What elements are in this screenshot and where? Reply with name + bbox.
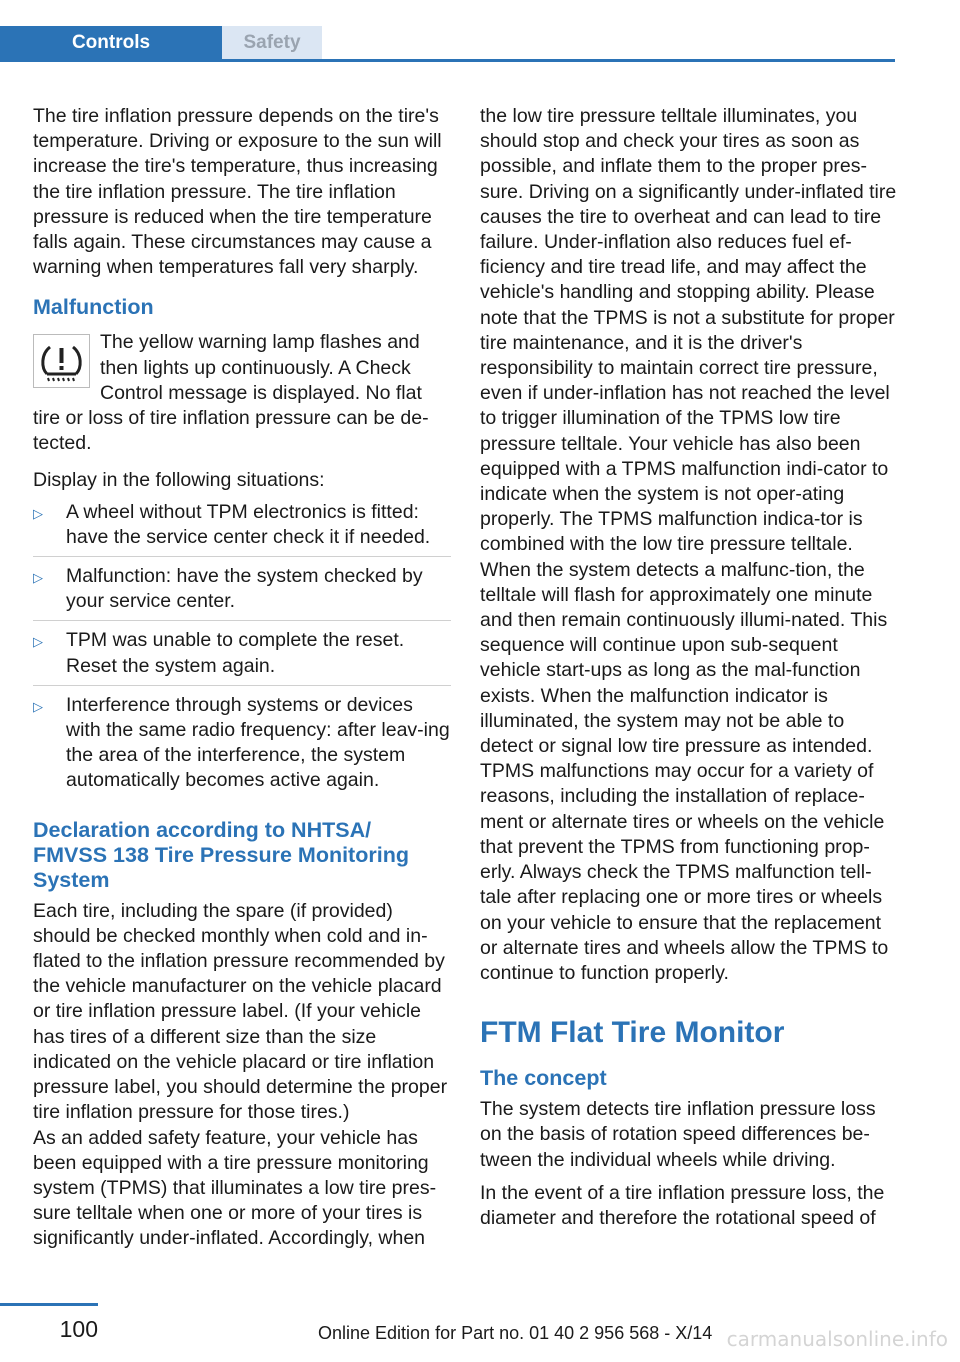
triangle-bullet-icon: ▷ xyxy=(33,698,43,714)
list-item-text: A wheel without TPM electronics is fitted: have the service center check it if needed. xyxy=(66,500,431,548)
right-column xyxy=(480,104,898,1231)
watermark: carmanualsonline.info xyxy=(726,1327,948,1351)
list-item xyxy=(33,628,451,685)
malfunction-heading: Malfunction xyxy=(33,295,154,320)
edition-footer: Online Edition for Part no. 01 40 2 956 568 - X/14 xyxy=(318,1323,713,1343)
page-number: 100 xyxy=(59,1316,98,1342)
list-item-text: TPM was unable to complete the reset. Reset the system again. xyxy=(66,629,405,677)
declaration-heading: Declaration according to NHTSA/ FMVSS 138 Tire Pressure Monitoring System xyxy=(33,817,409,892)
malfunction-text: The yellow warning lamp flashes and then lights up continuously. A Check Control message is displayed. No flat tire or loss of tire inflation pressure can be de‐tected. xyxy=(33,331,429,455)
list-item xyxy=(33,564,451,621)
intro-paragraph: The tire inflation pressure depends on the tire's temperature. Driving or exposure to the sun will increase the tire's temperature, thus increasing the tire inflation pressure. The tire inflation pressure is reduced when the tire temperature falls again. These circumstances may cause a warning when temperatures fall very sharply. xyxy=(33,105,442,279)
malfunction-block xyxy=(33,330,451,456)
declaration-paragraph-1: Each tire, including the spare (if provided) should be checked monthly when cold and in‐flated to the inflation pressure recommended by the vehicle manufacturer on the vehicle placard or tire inflation pressure label. (If your vehicle has tires of a different size than the size indicated on the vehicle placard or tire inflation pressure label, you should determine the proper tire inflation pressure for those tires.) xyxy=(33,899,448,1124)
display-intro: Display in the following situations: xyxy=(33,469,325,492)
situation-list xyxy=(33,500,451,800)
tire-pressure-warning-icon xyxy=(33,334,90,388)
ftm-heading: FTM Flat Tire Monitor xyxy=(480,1016,785,1050)
triangle-bullet-icon: ▷ xyxy=(33,634,43,650)
left-column xyxy=(33,104,451,1252)
triangle-bullet-icon: ▷ xyxy=(33,570,43,586)
concept-paragraph-1: The system detects tire inflation pressure loss on the basis of rotation speed differences be‐tween the individual wheels while driving. xyxy=(480,1098,876,1171)
tpms-continuation: the low tire pressure telltale illuminates, you should stop and check your tires as soon as possible, and inflate them to the proper pres‐sure. Driving on a significantly under-inflated tire causes the tire to overheat and can lead to tire failure. Under-inflation also reduces fuel ef‐ficiency and tire tread life, and may affect the vehicle's handling and stopping ability. Please note that the TPMS is not a substitute for proper tire maintenance, and it is the driver's responsibility to maintain correct tire pressure, even if under-inflation has not reached the level to trigger illumination of the TPMS low tire pressure telltale. Your vehicle has also been equipped with a TPMS malfunction indi‐cator to indicate when the system is not oper‐ating properly. The TPMS malfunction indica‐tor is combined with the low tire pressure telltale. When the system detects a malfunc‐tion, the telltale will flash for approximately one minute and then remain continuously illumi‐nated. This sequence will continue upon sub‐sequent vehicle start-ups as long as the mal‐function exists. When the malfunction indicator is illuminated, the system may not be able to detect or signal low tire pressure as intended. TPMS malfunctions may occur for a variety of reasons, including the installation of replace‐ment or alternate tires or wheels on the vehicle that prevent the TPMS from functioning prop‐erly. Always check the TPMS malfunction tell‐tale after replacing one or more tires or wheels on your vehicle to ensure that the replacement or alternate tires and wheels allow the TPMS to continue to function properly. xyxy=(480,105,897,984)
tab-safety[interactable]: Safety xyxy=(222,26,322,59)
list-item xyxy=(33,693,451,800)
header-bar xyxy=(0,0,895,62)
declaration-paragraph-2: As an added safety feature, your vehicle has been equipped with a tire pressure monitoring system (TPMS) that illuminates a low tire pres‐sure telltale when one or more of your tires is significantly under-inflated. Accordingly, when xyxy=(33,1126,437,1250)
footer-rule xyxy=(0,1303,98,1306)
list-item-text: Interference through systems or devices with the same radio frequency: after leav‐ing the area of the interference, the system automatically becomes active again. xyxy=(66,693,450,792)
list-item xyxy=(33,500,451,557)
tab-controls[interactable]: Controls xyxy=(0,26,222,59)
list-item-text: Malfunction: have the system checked by your service center. xyxy=(66,565,423,613)
concept-paragraph-2: In the event of a tire inflation pressure loss, the diameter and therefore the rotational speed of xyxy=(480,1181,885,1229)
triangle-bullet-icon: ▷ xyxy=(33,505,43,521)
concept-heading: The concept xyxy=(480,1066,607,1091)
